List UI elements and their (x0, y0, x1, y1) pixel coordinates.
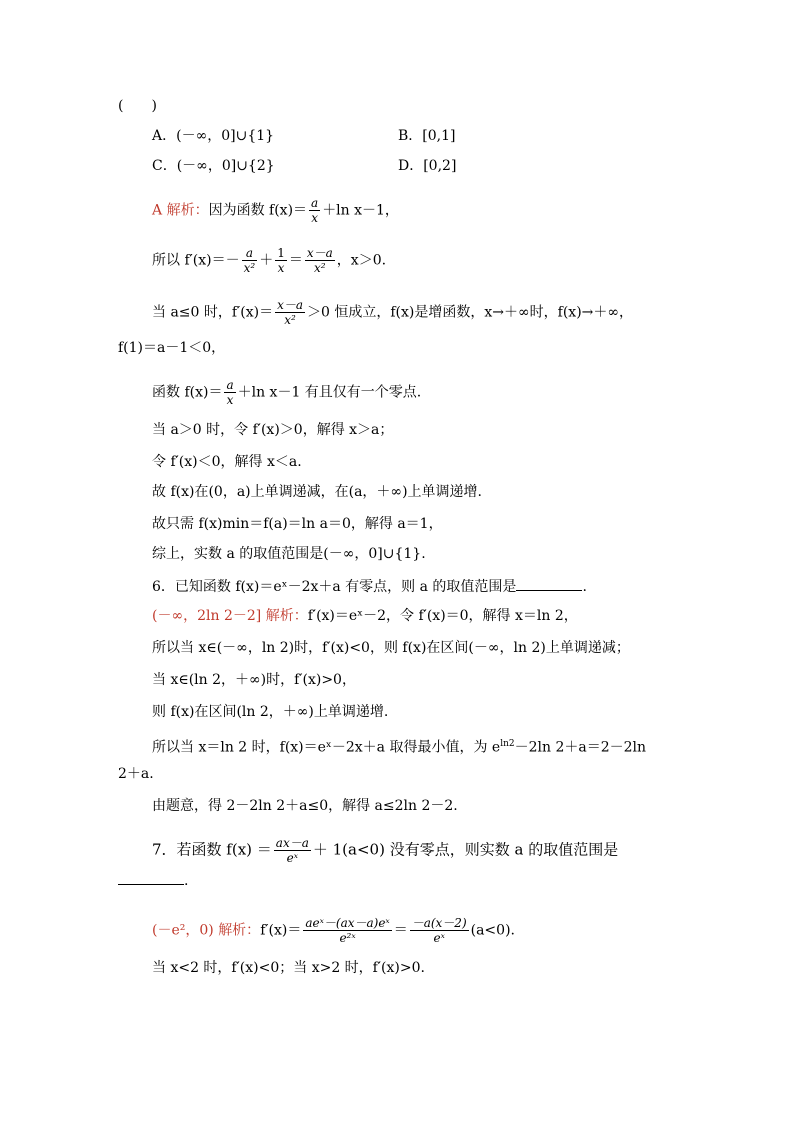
q6-solution-line-1: (－∞，2ln 2－2] 解析：f′(x)＝eˣ－2，令 f′(x)＝0，解得 x＝ln 2， (152, 608, 578, 624)
question-7-blank-line: . (118, 870, 188, 891)
q5-solution-line-6: 当 a＞0 时，令 f′(x)＞0，解得 x＞a； (152, 422, 394, 438)
q7-solution-line-1: (－e²，0) 解析：f′(x)＝ $\frac{\text{aeˣ－(ax－a)eˣ}}{\text{e²ˣ}}$ ＝ $\frac{-a(x-2)}{\text{eˣ}}$ (a<0). (152, 916, 515, 945)
q7-answer: (－e²，0) (152, 922, 214, 939)
question-6-stem: 6．已知函数 f(x)＝eˣ－2x＋a 有零点，则 a 的取值范围是 . (152, 576, 587, 597)
q5-solution-line-1 (152, 196, 399, 225)
q7-solution-line-2: 当 x<2 时，f′(x)<0；当 x>2 时，f′(x)>0. (152, 960, 425, 976)
q5-solution-line-10: 综上，实数 a 的取值范围是(－∞，0]∪{1}. (152, 546, 426, 562)
q7-analysis-label: 解析： (218, 922, 261, 939)
option-d: D．[0,2] (398, 158, 457, 174)
q6-solution-line-3: 当 x∈(ln 2，＋∞)时，f′(x)>0， (152, 672, 356, 688)
q5-solution-line-9: 故只需 f(x)min＝f(a)＝ln a＝0，解得 a＝1， (152, 516, 443, 532)
answer-blank (118, 870, 184, 885)
q5-solution-line-8: 故 f(x)在(0，a)上单调递减，在(a，＋∞)上单调递增. (152, 484, 483, 500)
option-a: A．(－∞，0]∪{1} (152, 128, 275, 144)
text: ＋ln x－1， (322, 202, 399, 219)
option-c: C．(－∞，0]∪{2} (152, 158, 275, 174)
option-b: B．[0,1] (398, 128, 456, 144)
q5-solution-line-2: 所以 f′(x)＝－ $\frac{a}{\text{x²}}$ ＋ $\frac{1}{x}$ ＝ $\frac{x-a}{\text{x²}}$ ，x＞0. (152, 246, 387, 275)
fraction: $\frac{a}{x}$ (311, 196, 319, 225)
q6-solution-line-5: 所以当 x＝ln 2 时，f(x)＝eˣ－2x＋a 取得最小值，为 $e^{ln2}-2\ln$ 2＋a＝2－2ln (152, 739, 647, 756)
q6-solution-line-7: 由题意，得 2－2ln 2＋a≤0，解得 a≤2ln 2－2. (152, 798, 458, 814)
answer-paren: ( ) (118, 98, 157, 114)
answer-blank (516, 576, 582, 591)
q6-solution-line-4: 则 f(x)在区间(ln 2，＋∞)上单调递增. (152, 704, 389, 720)
q6-solution-line-6: 2＋a. (118, 766, 154, 782)
q5-answer: A (152, 202, 163, 219)
text: 因为函数 f(x)＝ (208, 202, 308, 219)
q5-solution-line-3: 当 a≤0 时，f′(x)＝ $\frac{x-a}{\text{x²}}$ ＞0 恒成立，f(x)是增函数，x→＋∞时，f(x)→＋∞， (152, 298, 634, 327)
q5-solution-line-7: 令 f′(x)＜0，解得 x＜a. (152, 454, 302, 470)
q5-solution-line-5: 函数 f(x)＝ $\frac{a}{x}$ ＋ln x－1 有且仅有一个零点. (152, 378, 422, 407)
q5-analysis-label: 解析： (166, 202, 209, 219)
question-7-stem: 7．若函数 f(x) ＝ $\frac{ax-a}{\text{eˣ}}$ ＋ 1(a<0) 没有零点，则实数 a 的取值范围是 (152, 836, 619, 865)
q5-solution-line-4: f(1)＝a－1＜0， (118, 340, 226, 356)
q6-analysis-label: 解析： (265, 608, 308, 624)
q6-solution-line-2: 所以当 x∈(－∞，ln 2)时，f′(x)<0，则 f(x)在区间(－∞，ln 2)上单调递减； (152, 640, 630, 656)
q6-answer: (－∞，2ln 2－2] (152, 608, 262, 624)
